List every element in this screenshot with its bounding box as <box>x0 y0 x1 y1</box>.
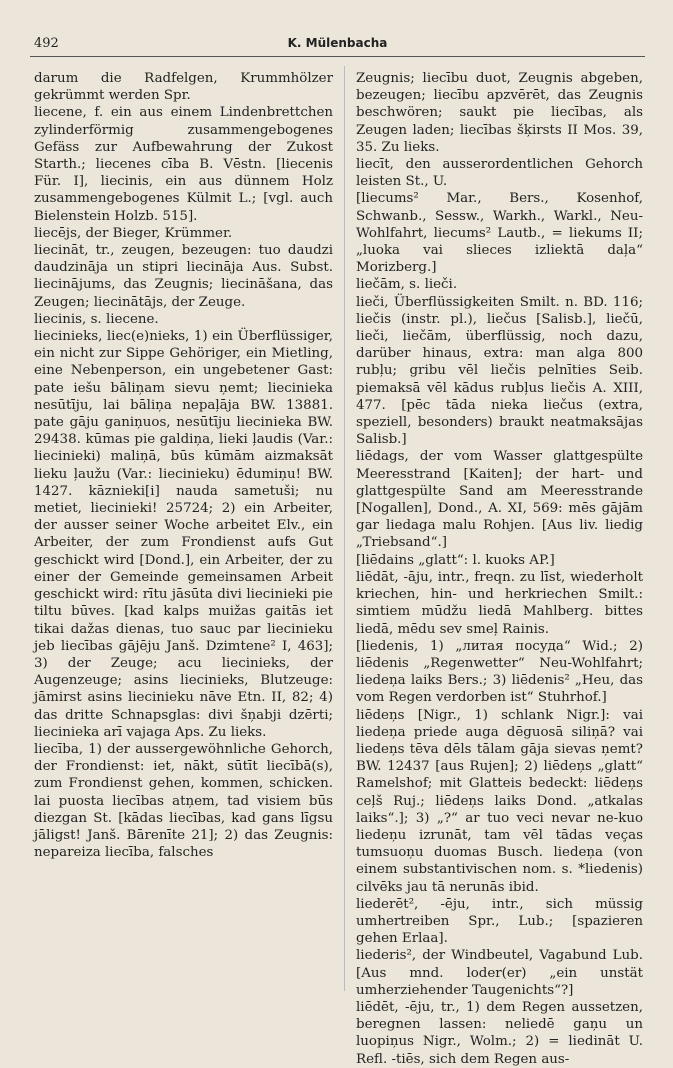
entry-continuation: darum die Radfelgen, Krummhölzer gekrümmt werden Spr. <box>34 71 333 104</box>
entry-liedains: [liēdains „glatt“: l. kuoks AP.] <box>356 552 555 568</box>
entry-liecene: liecene, f. ein aus einem Lindenbrettchen zylinderförmig zusammengebogenes Gefäss zur Aufbewahrung der Zukost Starth.; liecenes cība B. Vēstn. [liecenis Für. I], liecinis, ein aus dünnem Holz zusammengebogenes Külmit L.; [vgl. auch Bielenstein Holzb. 515]. <box>34 105 333 224</box>
entry-liecinat: liecināt, tr., zeugen, bezeugen: tuo daudzi daudzināja un stipri liecināja Aus. Subst. liecinājums, das Zeugnis; liecināšana, das Zeugen; liecinātājs, der Zeuge. <box>34 243 333 310</box>
entry-liederis: liederis², der Windbeutel, Vagabund Lub. [Aus mnd. loder(er) „ein unstät umherziehender Taugenichts“?] <box>356 948 643 998</box>
entry-liedenis: [liedenis, 1) „литая посуда“ Wid.; 2) liēdenis „Regenwetter“ Neu-Wohlfahrt; liedeņa laiks Bers.; 3) liēdenis² „Heu, das vom Regen verdorben ist“ Stuhrhof.] <box>356 638 643 706</box>
entry-lieci: lieči, Überflüssigkeiten Smilt. n. BD. 116; liečis (instr. pl.), liečus [Salisb.], liečū, lieči, liečām, überflüssig, noch dazu, darüber hinaus, extra: man alga 800 rubļu; gribu vēl liečis pelnīties Seib. piemaksā vēl kādus rubļus liečis A. XIII, 477. [pēc tāda nieka liečus (extra, speziell, besonders) braukt neatmaksājas Salisb.] <box>356 294 643 448</box>
entry-liederet: liederēt², -ēju, intr., sich müssig umhertreiben Spr., Lub.; [spazieren gehen Erlaa]. <box>356 896 643 947</box>
entry-lieciba: liecība, 1) der aussergewöhnliche Gehorch, der Frondienst: iet, nākt, sūtīt liecībā(s), zum Frondienst gehen, kommen, schicken. lai puosta liecības atņem, tad visiem būs diezgan St. [kādas liecības, kad gans līgsu jāligst! Janš. Bārenīte 21]; 2) das Zeugnis: nepareiza liecība, falsches <box>34 741 333 861</box>
entry-liedens: liēdeņs [Nigr., 1) schlank Nigr.]: vai liedeņa priede auga dēguosā siliņā? vai liedeņs tēva dēls tālam gāja sievas ņemt? BW. 12437 [aus Rujen]; 2) liēdeņs „glatt“ Ramelshof; mit Glatteis bedeckt: liēdeņs ceļš Ruj.; liēdeņs laiks Dond. „atkalas laiks“.]; 3) „?“ ar tuo veci nevar ne-kuo liedeņu izrunāt, tam vēl tādas veças tumsuoņu duomas Busch. liedeņa (von einem substantivischen nom. s. *liedenis) cilvēks jau tā nerunās ibid. <box>356 707 643 895</box>
entry-liecinis: liecinis, s. liecene. <box>34 311 159 327</box>
entry-liecinieks: liecinieks, liec(e)nieks, 1) ein Überflüssiger, ein nicht zur Sippe Gehöriger, ein Mietling, eine Nebenperson, ein ungebetener Gast: pate iešu bāliņam sievu ņemt; liecinieka nesūtīju, lai bāliņa nepaļāja BW. 13881. pate gāju ganiņuos, nesūtīju liecinieka BW. 29438. kūmas pie galdiņa, lieki ļaudis (Var.: liecinieki) maliņā, būs kūmām aizmaksāt lieku ļaužu (Var.: liecinieku) ēdumiņu! BW. 1427. kāznieki[i] nauda sametuši; nu metiet, liecinieki! 25724; 2) ein Arbeiter, der ausser seiner Woche arbeitet Elv., ein Arbeiter, der zum Frondienst aufs Gut geschickt wird [Dond.], ein Arbeiter, der zu einer der Gemeinde gemeinsamen Arbeit geschickt wird: rītu jāsūta divi liecinieki pie tiltu būves. [kad kalps muižas gaitās iet tikai dažas dienas, tuo sauc par liecinieku jeb liecības gājēju Janš. Dzimtene² I, 463]; 3) der Zeuge; acu liecinieks, der Augenzeuge; asins liecinieks, Blutzeuge: jāmirst asins liecinieku nāve Etn. II, 82; 4) das dritte Schnapsglas: divi šņabji dzērti; liecinieka arī vajaga Aps. Zu lieks. <box>34 329 333 740</box>
entry-liecam: liečām, s. lieči. <box>356 277 458 293</box>
entry-lieciba-continuation: Zeugnis; liecību duot, Zeugnis abgeben, bezeugen; liecību apzvērēt, das Zeugnis beschwören; saukt pie liecības, als Zeugen laden; liecības šķirsts II Mos. 39, 35. Zu lieks. <box>356 71 643 155</box>
entry-liedags: liēdags, der vom Wasser glattgespülte Meeresstrand [Kaiten]; der hart- und glattgespülte Sand am Meeresstrande [Nogallen], Dond., A. XI, 569: mēs gājām gar liedaga malu Rohjen. [Aus liv. liedig „Triebsand“.] <box>356 449 643 551</box>
page-number: 492 <box>34 36 59 51</box>
entry-liecit: liecīt, den ausserordentlichen Gehorch leisten St., U. <box>356 157 643 190</box>
entry-liedet: liēdēt, -ēju, tr., 1) dem Regen aussetzen, beregnen lassen: neliedē gaņu un luopiņus Nigr., Wolm.; 2) = liedināt U. Refl. -tiēs, sich dem Regen aus- <box>356 999 643 1067</box>
page-header <box>30 36 645 57</box>
entry-liecejs: liecējs, der Bieger, Krümmer. <box>34 225 233 241</box>
running-head: K. Mülenbacha <box>287 36 388 50</box>
column-divider <box>344 66 345 991</box>
right-column <box>356 70 643 1067</box>
entry-liecums: [liecums² Mar., Bers., Kosenhof, Schwanb., Sessw., Warkh., Warkl., Neu-Wohlfahrt, liecums² Lautb., = liekums II; „luoka vai slieces izliektā daļa“ Morizberg.] <box>356 191 643 276</box>
entry-liedat: liēdāt, -āju, intr., freqn. zu līst, wiederholt kriechen, hin- und herkriechen Smilt.: simtiem mūdžu liedā Mahlberg. bittes liedā, mēdu sev smeļ Rainis. <box>356 569 643 637</box>
left-column <box>34 70 333 990</box>
